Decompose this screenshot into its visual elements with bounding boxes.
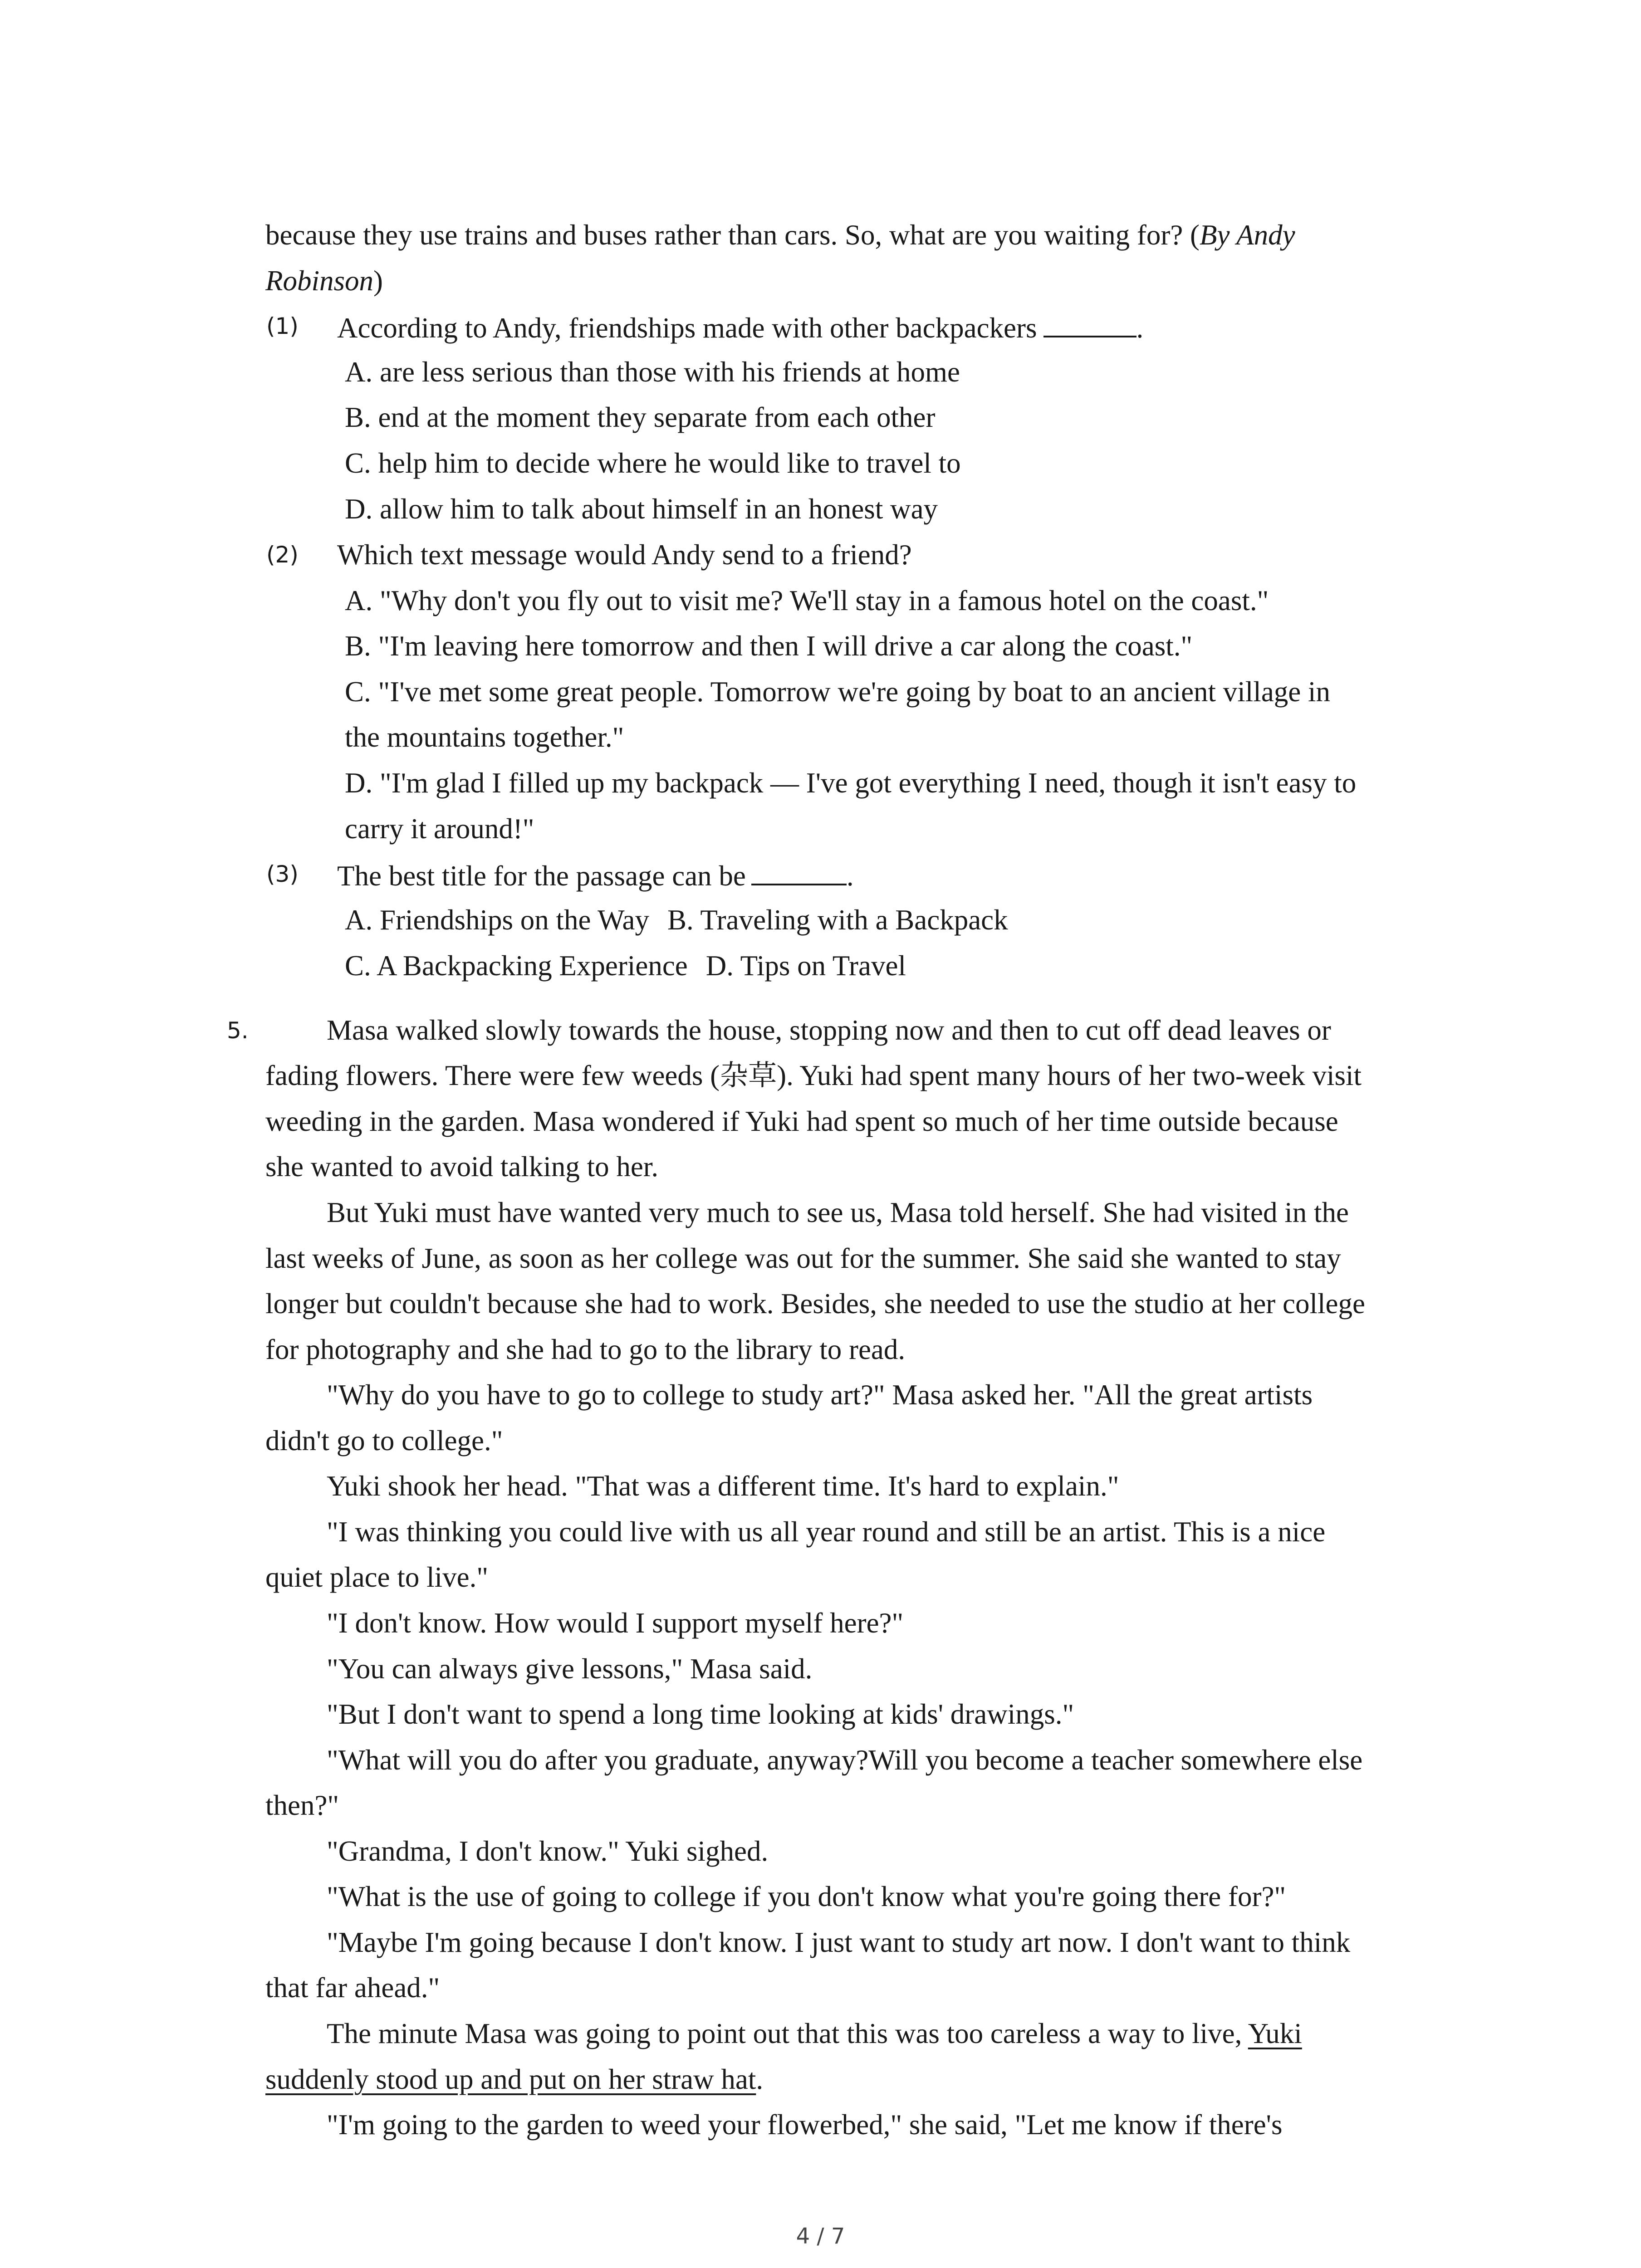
passage-line: Masa walked slowly towards the house, stopping now and then to cut off dead leaves or — [327, 1014, 1331, 1046]
question-number-3: (3) — [266, 861, 299, 887]
passage-line: But Yuki must have wanted very much to see us, Masa told herself. She had visited in the — [327, 1197, 1349, 1228]
question-1-option-d: D. allow him to talk about himself in an honest way — [345, 493, 938, 525]
passage-line: "I was thinking you could live with us all year round and still be an artist. This is a nice — [327, 1516, 1326, 1548]
answer-blank — [1043, 312, 1136, 337]
question-1-option-b: B. end at the moment they separate from each other — [345, 401, 936, 433]
question-2-option-d-line-1: D. "I'm glad I filled up my backpack — I've got everything I need, though it isn't easy to — [345, 767, 1357, 799]
question-3-options-cd: C. A Backpacking Experience D. Tips on Travel — [345, 950, 906, 982]
passage-line: "Maybe I'm going because I don't know. I just want to study art now. I don't want to think — [327, 1926, 1351, 1958]
intro-line-2: Robinson) — [265, 265, 383, 297]
answer-blank — [751, 860, 847, 885]
question-2-option-c-line-2: the mountains together." — [345, 721, 624, 753]
passage-line: "What will you do after you graduate, anyway?Will you become a teacher somewhere else — [327, 1744, 1363, 1776]
question-2-option-b: B. "I'm leaving here tomorrow and then I will drive a car along the coast." — [345, 630, 1193, 662]
underlined-phrase: suddenly stood up and put on her straw hat — [265, 2063, 756, 2095]
question-2-option-a: A. "Why don't you fly out to visit me? We'll stay in a famous hotel on the coast." — [345, 585, 1269, 616]
question-1-option-a: A. are less serious than those with his friends at home — [345, 356, 960, 388]
question-1-option-c: C. help him to decide where he would like to travel to — [345, 447, 961, 479]
passage-line: didn't go to college." — [265, 1425, 503, 1457]
passage-line: "Why do you have to go to college to study art?" Masa asked her. "All the great artists — [327, 1379, 1313, 1411]
passage-line: "But I don't want to spend a long time looking at kids' drawings." — [327, 1698, 1074, 1730]
passage-line: that far ahead." — [265, 1972, 440, 2004]
page-number: 4 / 7 — [796, 2224, 845, 2249]
passage-number-5: 5. — [227, 1017, 249, 1044]
passage-line: The minute Masa was going to point out that this was too careless a way to live, Yuki — [327, 2018, 1302, 2049]
passage-line: weeding in the garden. Masa wondered if Yuki had spent so much of her time outside because — [265, 1105, 1338, 1137]
passage-line: suddenly stood up and put on her straw hat. — [265, 2063, 764, 2095]
question-2-option-c-line-1: C. "I've met some great people. Tomorrow we're going by boat to an ancient village in — [345, 676, 1330, 708]
passage-line: quiet place to live." — [265, 1561, 489, 1593]
passage-line: "You can always give lessons," Masa said. — [327, 1653, 813, 1685]
question-3-stem: The best title for the passage can be . — [337, 860, 854, 892]
question-1-stem: According to Andy, friendships made with other backpackers . — [337, 312, 1144, 344]
underlined-phrase: Yuki — [1248, 2018, 1302, 2049]
passage-line: then?" — [265, 1789, 339, 1821]
passage-line: "What is the use of going to college if you don't know what you're going there for?" — [327, 1881, 1286, 1912]
passage-line: longer but couldn't because she had to work. Besides, she needed to use the studio at her college — [265, 1288, 1365, 1320]
question-2-stem: Which text message would Andy send to a friend? — [337, 539, 912, 571]
passage-line: fading flowers. There were few weeds (杂草). Yuki had spent many hours of her two-week visit — [265, 1060, 1362, 1091]
question-number-1: (1) — [266, 313, 299, 339]
intro-line-1: because they use trains and buses rather than cars. So, what are you waiting for? (By Andy — [265, 219, 1295, 251]
passage-line: Yuki shook her head. "That was a different time. It's hard to explain." — [327, 1470, 1119, 1502]
question-number-2: (2) — [266, 542, 299, 568]
passage-line: "Grandma, I don't know." Yuki sighed. — [327, 1835, 769, 1867]
passage-line: she wanted to avoid talking to her. — [265, 1151, 659, 1183]
question-3-options-ab: A. Friendships on the Way B. Traveling with a Backpack — [345, 904, 1008, 936]
passage-line: "I'm going to the garden to weed your flowerbed," she said, "Let me know if there's — [327, 2109, 1283, 2141]
passage-line: last weeks of June, as soon as her college was out for the summer. She said she wanted to stay — [265, 1242, 1341, 1274]
passage-line: "I don't know. How would I support myself here?" — [327, 1607, 904, 1639]
question-2-option-d-line-2: carry it around!" — [345, 813, 534, 845]
passage-line: for photography and she had to go to the library to read. — [265, 1334, 906, 1365]
